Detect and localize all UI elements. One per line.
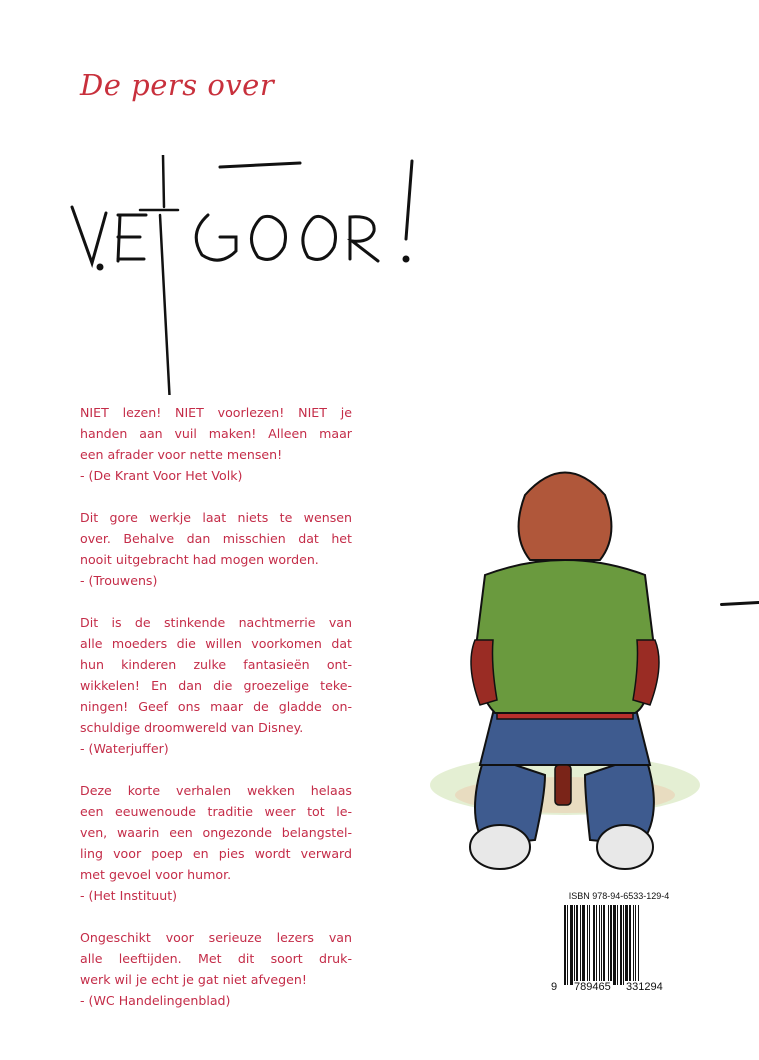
barcode-digits-left: 789465	[574, 981, 611, 993]
quote-4	[80, 780, 352, 906]
barcode-bar	[623, 905, 624, 985]
page-title: De pers over	[80, 68, 275, 102]
quote-line: hun kinderen zulke fantasieën ont-	[80, 657, 352, 672]
quote-source: - (De Krant Voor Het Volk)	[80, 468, 243, 483]
barcode-bar	[635, 905, 636, 985]
barcode-bar	[601, 905, 602, 985]
quote-line: werk wil je echt je gat niet afvegen!	[80, 972, 307, 987]
barcode-bar	[613, 905, 616, 985]
quote-line: handen aan vuil maken! Alleen maar	[80, 426, 352, 441]
quote-line: alle leeftijden. Met dit soort druk-	[80, 951, 352, 966]
barcode-bar	[599, 905, 600, 985]
boy-illustration	[425, 455, 725, 879]
barcode-bar	[574, 905, 575, 985]
quote-line: een afrader voor nette mensen!	[80, 447, 283, 462]
barcode-bar	[625, 905, 628, 985]
quote-1	[80, 402, 352, 486]
quote-line: ven, waarin een ongezonde belangstel-	[80, 825, 352, 840]
quote-line: Ongeschikt voor serieuze lezers van	[80, 930, 352, 945]
quote-2	[80, 507, 352, 591]
quote-source: - (Waterjuffer)	[80, 741, 169, 756]
barcode-bar	[610, 905, 612, 985]
press-quotes	[80, 402, 352, 1032]
barcode-bar	[582, 905, 585, 985]
quote-line: een eeuwenoude traditie weer tot le-	[80, 804, 352, 819]
quote-line: met gevoel voor humor.	[80, 867, 232, 882]
barcode-bar	[638, 905, 639, 985]
quote-line: schuldige droomwereld van Disney.	[80, 720, 304, 735]
quote-line: NIET lezen! NIET voorlezen! NIET je	[80, 405, 352, 420]
barcode-bar	[564, 905, 566, 985]
barcode-bar	[633, 905, 634, 985]
quote-line: ningen! Geef ons maar de gladde on-	[80, 699, 352, 714]
barcode-bar	[617, 905, 618, 985]
barcode-bar	[608, 905, 609, 985]
quote-5	[80, 927, 352, 1011]
quote-3	[80, 612, 352, 759]
quote-line: Deze korte verhalen wekken helaas	[80, 783, 352, 798]
barcode-digits-right: 331294	[626, 981, 663, 993]
barcode-bar	[567, 905, 568, 985]
barcode-bar	[589, 905, 590, 985]
barcode-bar	[603, 905, 605, 985]
quote-source: - (Het Instituut)	[80, 888, 178, 903]
barcode-bar	[580, 905, 581, 985]
barcode-bar	[620, 905, 622, 985]
barcode-bar	[570, 905, 573, 985]
quote-line: over. Behalve dan misschien dat het	[80, 531, 352, 546]
brush-stroke	[720, 601, 759, 606]
quote-line: alle moeders die willen voorkomen dat	[80, 636, 352, 651]
barcode-bar	[629, 905, 631, 985]
barcode	[563, 905, 675, 987]
barcode-bar	[596, 905, 597, 985]
quote-source: - (WC Handelingenblad)	[80, 993, 231, 1008]
quote-line: nooit uitgebracht had mogen worden.	[80, 552, 319, 567]
barcode-bar	[576, 905, 578, 985]
quote-line: Dit is de stinkende nachtmerrie van	[80, 615, 352, 630]
quote-line: wikkelen! En dan die groezelige teke-	[80, 678, 352, 693]
quote-source: - (Trouwens)	[80, 573, 158, 588]
isbn-label: ISBN 978-94-6533-129-4	[568, 891, 670, 901]
quote-line: ling voor poep en pies wordt verward	[80, 846, 352, 861]
barcode-bar	[587, 905, 588, 985]
quote-line: Dit gore werkje laat niets te wensen	[80, 510, 352, 525]
vet-goor-logo	[60, 155, 440, 399]
barcode-digit-first: 9	[551, 981, 558, 993]
barcode-bar	[593, 905, 595, 985]
